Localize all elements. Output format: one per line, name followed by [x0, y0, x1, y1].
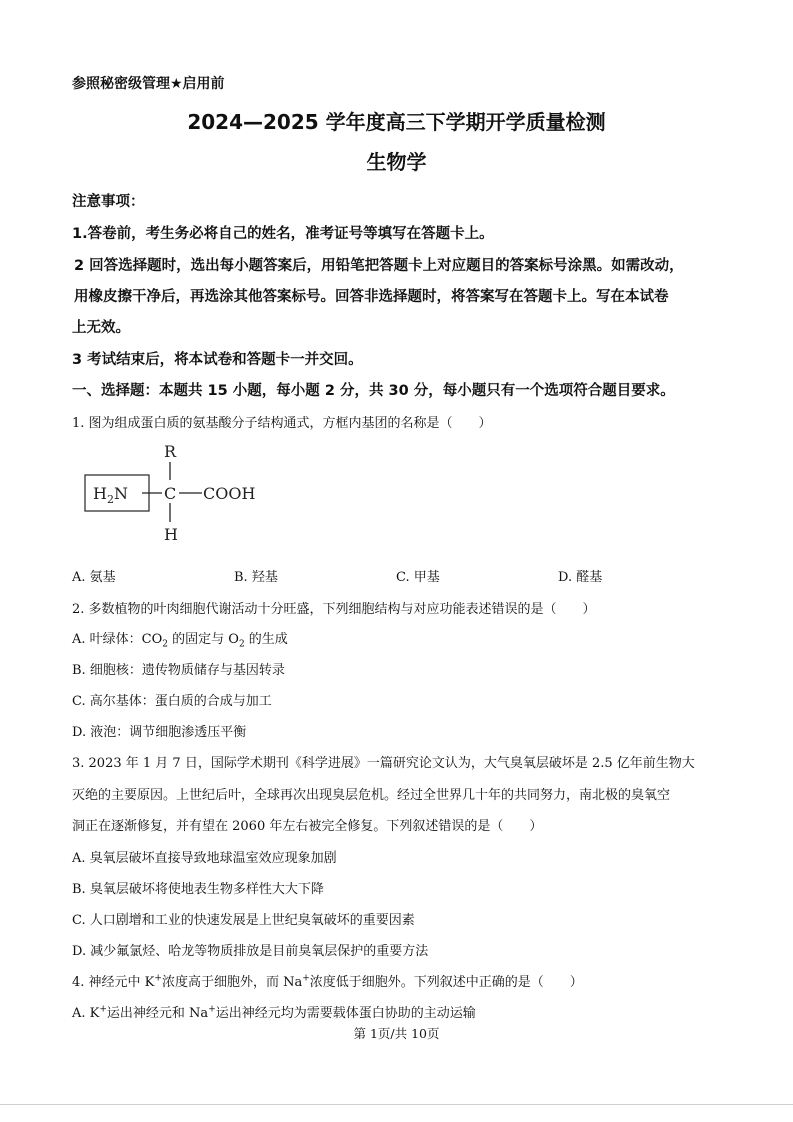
q3-stem-line-1: 3. 2023 年 1 月 7 日，国际学术期刊《科学进展》一篇研究论文认为，大气臭氧层破坏是 2.5 亿年前生物大 [72, 756, 695, 771]
fig-r-group: R [164, 442, 177, 461]
subject-title: 生物学 [366, 150, 427, 174]
q3-stem-line-2: 灭绝的主要原因。上世纪后叶，全球再次出现臭层危机。经过全世界几十年的共同努力，南北极的臭氧空 [72, 788, 671, 803]
q2-option-c: C. 高尔基体：蛋白质的合成与加工 [72, 694, 272, 709]
q2-option-a: A. 叶绿体：$CO_2$ 的固定与 $O_2$ 的生成 [72, 632, 288, 650]
q3-option-c: C. 人口剧增和工业的快速发展是上世纪臭氧破坏的重要因素 [72, 913, 415, 928]
notes-heading: 注意事项： [72, 194, 145, 210]
q4-option-a: A. K+运出神经元和 Na+运出神经元均为需要载体蛋白协助的主动运输 [72, 1004, 476, 1021]
fig-hydrogen: H [164, 525, 178, 544]
fig-center-carbon: C [164, 484, 177, 503]
exam-title: 2024—2025 学年度高三下学期开学质量检测 [187, 110, 606, 134]
page-bottom-divider [0, 1104, 793, 1105]
q1-option-c: C. 甲基 [396, 570, 440, 585]
note-item-2-line-2: 用橡皮擦干净后，再选涂其他答案标号。回答非选择题时，将答案写在答题卡上。写在本试卷 [74, 289, 669, 305]
note-item-1: 1.答卷前，考生务必将自己的姓名，准考证号等填写在答题卡上。 [72, 226, 494, 242]
section-heading: 一、选择题：本题共 15 小题，每小题 2 分，共 30 分，每小题只有一个选项符合题目要求。 [72, 383, 675, 399]
q3-stem-line-3: 洞正在逐渐修复，并有望在 2060 年左右被完全修复。下列叙述错误的是（ ） [72, 819, 543, 834]
q4-stem: 4. 神经元中 K+浓度高于细胞外，而 Na+浓度低于细胞外。下列叙述中正确的是（ ） [72, 973, 583, 990]
note-item-2-line-3: 上无效。 [72, 320, 130, 336]
amino-acid-structure-figure [84, 440, 284, 550]
fig-carboxyl: COOH [203, 484, 256, 503]
q3-option-a: A. 臭氧层破坏直接导致地球温室效应现象加剧 [72, 851, 337, 866]
q3-option-b: B. 臭氧层破坏将使地表生物多样性大大下降 [72, 882, 324, 897]
q2-stem: 2. 多数植物的叶肉细胞代谢活动十分旺盛，下列细胞结构与对应功能表述错误的是（ ） [72, 602, 596, 617]
q1-stem: 1. 图为组成蛋白质的氨基酸分子结构通式，方框内基团的名称是（ ） [72, 416, 492, 431]
q1-option-b: B. 羟基 [234, 570, 278, 585]
secret-label: 参照秘密级管理★启用前 [72, 76, 225, 92]
q1-option-a: A. 氨基 [72, 570, 116, 585]
q2-option-b: B. 细胞核：遗传物质储存与基因转录 [72, 663, 285, 678]
page-footer: 第 1页/共 10页 [353, 1026, 440, 1041]
q2-option-d: D. 液泡：调节细胞渗透压平衡 [72, 725, 247, 740]
note-item-2-line-1: 2 回答选择题时，选出每小题答案后，用铅笔把答题卡上对应题目的答案标号涂黑。如需改动， [74, 258, 684, 274]
q1-option-d: D. 醛基 [558, 570, 603, 585]
note-item-3: 3 考试结束后，将本试卷和答题卡一并交回。 [72, 352, 363, 368]
q3-option-d: D. 减少氟氯烃、哈龙等物质排放是目前臭氧层保护的重要方法 [72, 944, 429, 959]
fig-amino-label: $H_2N$ [93, 484, 128, 506]
